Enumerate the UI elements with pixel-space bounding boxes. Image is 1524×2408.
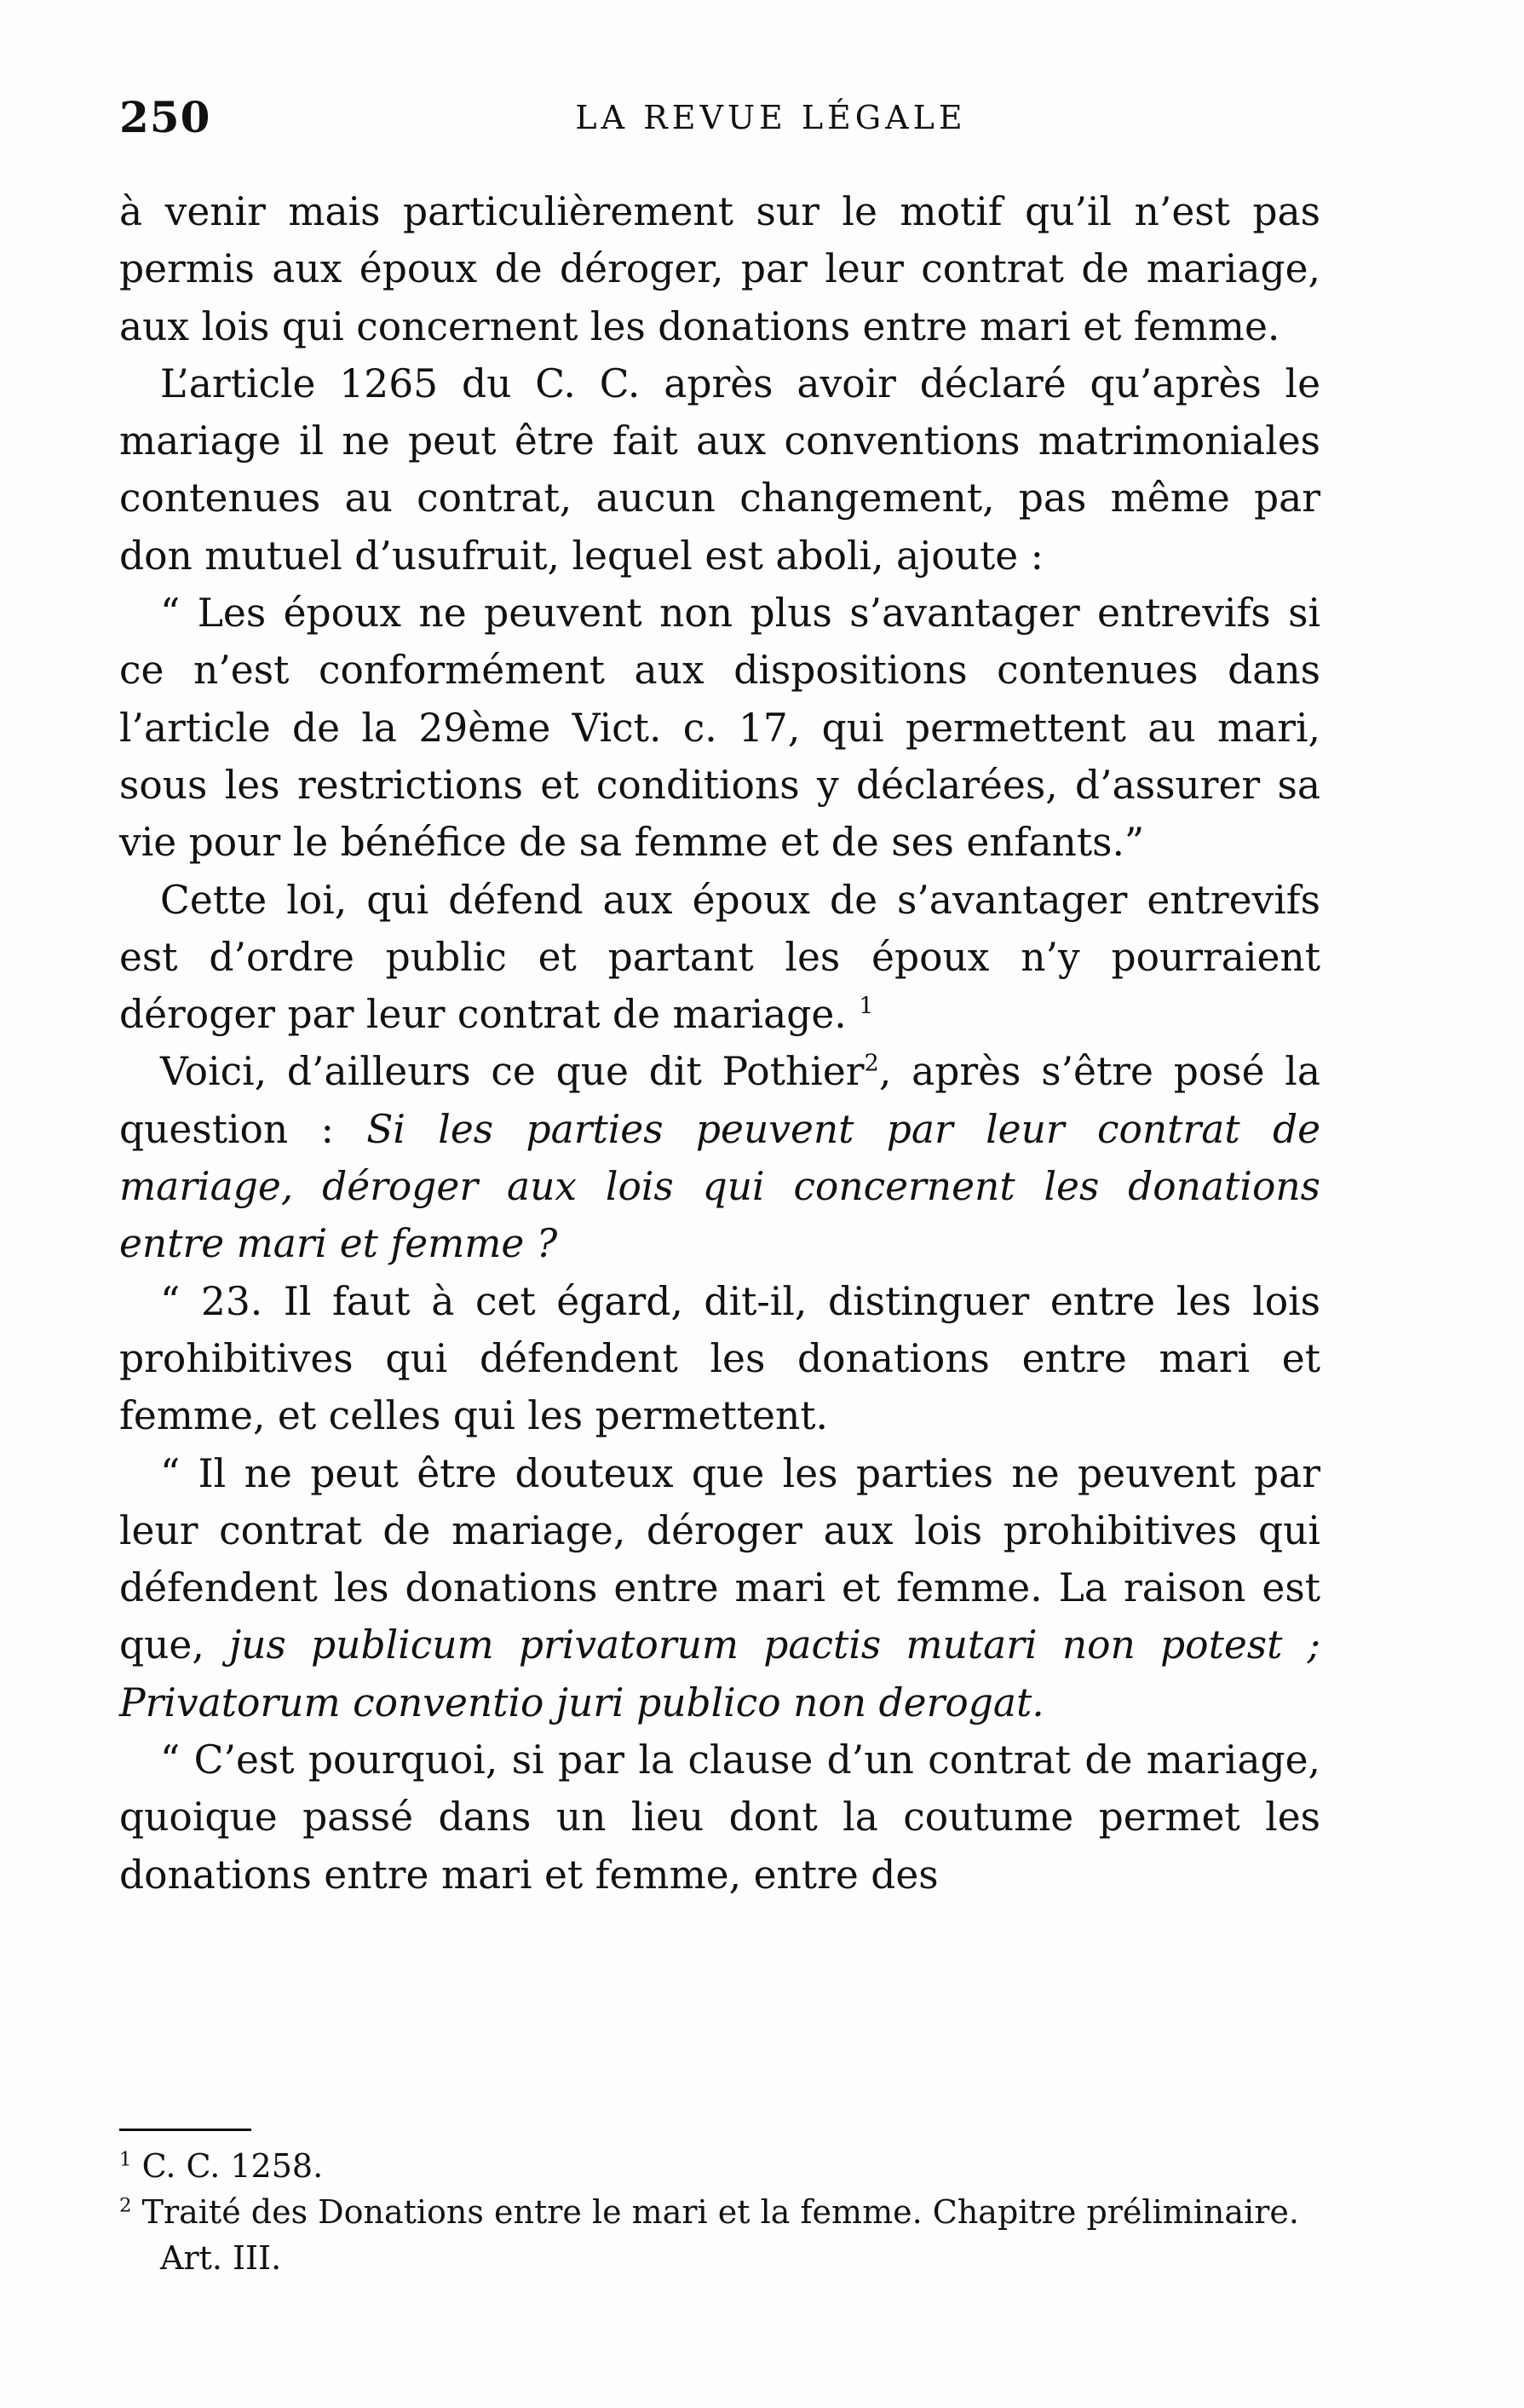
page-header [119,92,1312,152]
quote-paragraph: “ 23. Il faut à cet égard, dit-il, distinguer entre les lois prohibitives qui défendent les donations entre mari et femme, et celles qui les permettent. [119,1278,1320,1439]
italic-question: Si les parties peuvent par leur contrat de mariage, déroger aux lois qui concernent les donations entre mari et femme ? [119,1106,1320,1267]
paragraph: à venir mais particulièrement sur le motif qu’il n’est pas permis aux époux de déroger, par leur contrat de mariage, aux lois qui concernent les donations entre mari et femme. [119,189,1320,349]
quote-paragraph: “ C’est pourquoi, si par la clause d’un contrat de mariage, quoique passé dans un lieu dont la coutume permet les donations entre mari et femme, entre des [119,1737,1320,1898]
footnote-divider [119,2129,251,2131]
latin-maxim: jus publicum privatorum pactis mutari non potest ; Privatorum conventio juri publico non derogat. [119,1622,1320,1725]
quote-paragraph: “ Il ne peut être douteux que les parties ne peuvent par leur contrat de mariage, déroger aux lois prohibitives qui défendent les donations entre mari et femme. La raison est que, jus publicum privatorum pactis mutari non potest ; Privatorum conventio juri publico non derogat. [119,1450,1320,1725]
footnote: $^1$ C. C. 1258. [119,2147,324,2185]
paragraph: L’article 1265 du C. C. après avoir déclaré qu’après le mariage il ne peut être fait aux conventions matrimoniales contenues au contrat, aucun changement, pas même par don mutuel d’usufruit, lequel est aboli, ajoute : [119,360,1320,579]
running-title: LA REVUE LÉGALE [575,99,967,136]
body-text [119,183,1320,1904]
paragraph: Cette loi, qui défend aux époux de s’avantager entrevifs est d’ordre public et partant les époux n’y pourraient déroger par leur contrat de mariage. $^1$ [119,877,1320,1038]
footnote: $^2$ Traité des Donations entre le mari et la femme. Chapitre préliminaire. Art. III. [119,2193,1299,2277]
quote-paragraph: “ Les époux ne peuvent non plus s’avantager entrevifs si ce n’est conformément aux dispositions contenues dans l’article de la 29ème Vict. c. 17, qui permettent au mari, sous les restrictions et conditions y déclarées, d’assurer sa vie pour le bénéfice de sa femme et de ses enfants.” [119,590,1320,866]
footnotes [119,2143,1320,2281]
footnote-mark: 1 [119,2148,132,2171]
paragraph: Voici, d’ailleurs ce que dit Pothier$^2$, après s’être posé la question : Si les parties peuvent par leur contrat de mariage, déroger aux lois qui concernent les donations entre mari et femme ? [119,1049,1320,1267]
footnote-mark: 2 [119,2194,132,2217]
page-number: 250 [119,92,211,142]
footnote-ref: 1 [859,993,874,1020]
footnote-ref: 2 [864,1051,879,1078]
